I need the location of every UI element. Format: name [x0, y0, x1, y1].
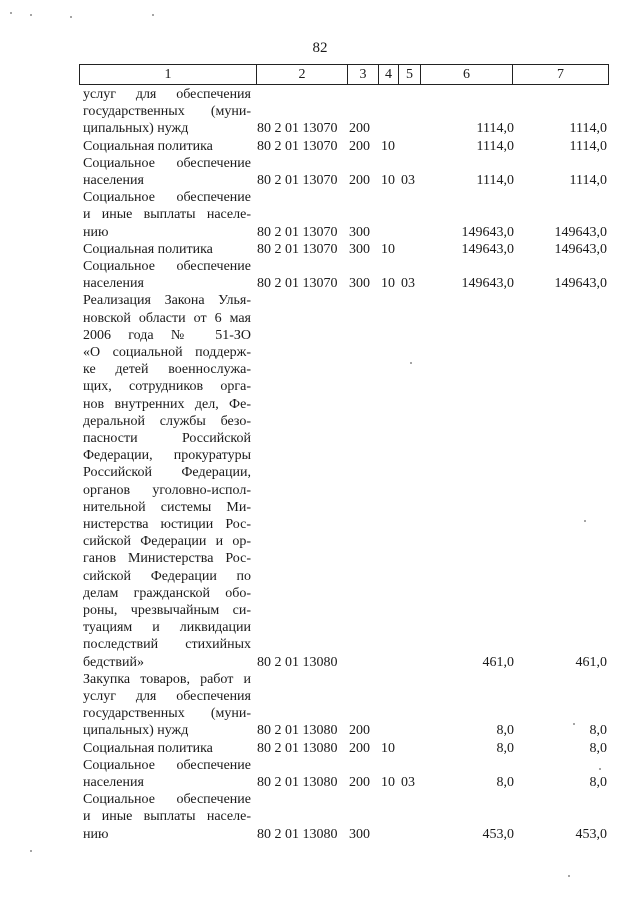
description-line: Российской Федерации,: [83, 465, 251, 481]
row-col-3: 300: [349, 224, 370, 240]
row-description: [83, 258, 251, 292]
description-line: Социальная политика: [83, 241, 213, 257]
description-line: «О социальной поддерж-: [83, 345, 251, 360]
row-code: 80 2 01 13080: [257, 826, 338, 842]
description-line: Социальное обеспечение: [83, 155, 251, 171]
row-col-4: 10: [381, 774, 395, 790]
row-description: [83, 241, 251, 258]
row-code: 80 2 01 13080: [257, 740, 338, 756]
row-code: 80 2 01 13070: [257, 138, 338, 154]
row-description: [83, 189, 251, 241]
header-col-5: 5: [398, 65, 420, 84]
row-code: 80 2 01 13070: [257, 241, 338, 257]
row-description: [83, 757, 251, 791]
row-description: [83, 138, 251, 155]
header-col-3: 3: [347, 65, 378, 84]
row-col-3: 300: [349, 241, 370, 257]
row-col-7: 461,0: [575, 654, 607, 670]
description-line: государственных (муни-: [83, 706, 251, 722]
table-row: [0, 292, 640, 670]
row-col-3: 200: [349, 138, 370, 154]
scan-speck: [152, 14, 154, 16]
table-row: [0, 757, 640, 791]
row-col-7: 149643,0: [554, 241, 607, 257]
scan-speck: [30, 14, 32, 16]
description-line: нительной системы Ми-: [83, 499, 251, 515]
scan-speck: [599, 768, 601, 770]
row-col-7: 8,0: [589, 723, 607, 739]
row-col-6: 149643,0: [461, 241, 514, 257]
description-line: Закупка товаров, работ и: [83, 671, 251, 687]
row-code: 80 2 01 13080: [257, 654, 338, 670]
row-col-4: 10: [381, 740, 395, 756]
row-col-7: 8,0: [589, 774, 607, 790]
row-col-6: 149643,0: [461, 224, 514, 240]
row-code: 80 2 01 13070: [257, 172, 338, 188]
row-description: [83, 155, 251, 189]
table-row: [0, 258, 640, 292]
scan-speck: [584, 520, 586, 522]
description-line: населения: [83, 775, 144, 790]
row-description: [83, 740, 251, 757]
row-col-3: 200: [349, 740, 370, 756]
description-line: Социальная политика: [83, 740, 213, 756]
row-col-6: 461,0: [482, 654, 514, 670]
row-col-7: 1114,0: [569, 172, 607, 188]
table-row: [0, 740, 640, 757]
description-line: услуг для обеспечения: [83, 689, 251, 704]
row-col-3: 300: [349, 826, 370, 842]
description-line: сийской Федерации по: [83, 568, 251, 584]
description-line: деральной службы безо-: [83, 413, 251, 429]
row-description: [83, 86, 251, 138]
scan-speck: [573, 723, 575, 725]
description-line: государственных (муни-: [83, 104, 251, 120]
row-code: 80 2 01 13070: [257, 121, 338, 137]
description-line: Социальное обеспечение: [83, 190, 251, 206]
row-col-3: 200: [349, 723, 370, 739]
description-line: ципальных) нужд: [83, 723, 189, 739]
row-code: 80 2 01 13080: [257, 774, 338, 790]
description-line: Социальное обеспечение: [83, 792, 251, 808]
description-line: населения: [83, 173, 144, 188]
description-line: сийской Федерации и ор-: [83, 534, 251, 550]
description-line: органов уголовно-испол-: [83, 482, 251, 498]
header-col-4: 4: [378, 65, 398, 84]
description-line: и иные выплаты населе-: [83, 809, 251, 825]
description-line: последствий стихийных: [83, 637, 251, 653]
row-col-3: 200: [349, 172, 370, 188]
row-col-6: 453,0: [482, 826, 514, 842]
description-line: туациям и ликвидации: [83, 620, 251, 636]
row-col-3: 200: [349, 121, 370, 137]
row-col-4: 10: [381, 138, 395, 154]
description-line: населения: [83, 276, 144, 292]
row-col-5: 03: [401, 172, 415, 188]
row-col-4: 10: [381, 241, 395, 257]
table-row: [0, 241, 640, 258]
header-col-6: 6: [420, 65, 512, 84]
row-col-5: 03: [401, 774, 415, 790]
description-line: нию: [83, 826, 109, 842]
row-col-5: 03: [401, 276, 415, 292]
row-col-7: 149643,0: [554, 224, 607, 240]
description-line: Социальная политика: [83, 138, 213, 154]
table-row: [0, 671, 640, 740]
description-line: 2006 года № 51-ЗО: [83, 327, 251, 343]
row-col-6: 8,0: [496, 723, 514, 739]
header-col-1: 1: [164, 67, 172, 82]
row-col-3: 200: [349, 774, 370, 790]
scan-speck: [30, 850, 32, 852]
row-col-6: 8,0: [496, 740, 514, 756]
scan-speck: [70, 16, 72, 18]
row-col-7: 1114,0: [569, 121, 607, 137]
table-row: [0, 138, 640, 155]
description-line: пасности Российской: [83, 431, 251, 447]
description-line: роны, чрезвычайным си-: [83, 603, 251, 619]
header-col-2: 2: [256, 65, 347, 84]
row-col-7: 453,0: [575, 826, 607, 842]
header-col-7: 7: [512, 65, 608, 84]
description-line: Реализация Закона Улья-: [83, 293, 251, 309]
description-line: и иные выплаты населе-: [83, 207, 251, 223]
row-col-7: 1114,0: [569, 138, 607, 154]
description-line: нов внутренних дел, Фе-: [83, 396, 251, 412]
row-code: 80 2 01 13080: [257, 723, 338, 739]
row-col-7: 149643,0: [554, 276, 607, 292]
row-col-6: 149643,0: [461, 276, 514, 292]
description-line: Федерации, прокуратуры: [83, 448, 251, 464]
row-col-4: 10: [381, 276, 395, 292]
table-row: [0, 86, 640, 138]
table-row: [0, 189, 640, 241]
row-col-6: 8,0: [496, 774, 514, 790]
scan-speck: [410, 362, 412, 364]
row-col-6: 1114,0: [476, 138, 514, 154]
table-row: [0, 155, 640, 189]
description-line: нию: [83, 224, 109, 240]
description-line: Социальное обеспечение: [83, 259, 251, 274]
row-code: 80 2 01 13070: [257, 276, 338, 292]
description-line: услуг для обеспечения: [83, 87, 251, 102]
row-description: [83, 791, 251, 843]
row-col-3: 300: [349, 276, 370, 292]
page-number: 82: [312, 40, 328, 56]
row-col-6: 1114,0: [476, 172, 514, 188]
description-line: щих, сотрудников орга-: [83, 379, 251, 395]
row-col-4: 10: [381, 172, 395, 188]
description-line: ке детей военнослужа-: [83, 362, 251, 378]
description-line: бедствий»: [83, 654, 145, 670]
description-line: нистерства юстиции Рос-: [83, 517, 251, 533]
row-code: 80 2 01 13070: [257, 224, 338, 240]
row-col-6: 1114,0: [476, 121, 514, 137]
scan-speck: [10, 12, 12, 14]
row-col-7: 8,0: [589, 740, 607, 756]
description-line: Социальное обеспечение: [83, 757, 251, 773]
table-row: [0, 791, 640, 843]
description-line: ганов Министерства Рос-: [83, 551, 251, 567]
scan-speck: [568, 875, 570, 877]
row-description: [83, 292, 251, 670]
description-line: ципальных) нужд: [83, 121, 189, 137]
description-line: делам гражданской обо-: [83, 585, 251, 601]
row-description: [83, 671, 251, 740]
description-line: новской области от 6 мая: [83, 310, 251, 326]
